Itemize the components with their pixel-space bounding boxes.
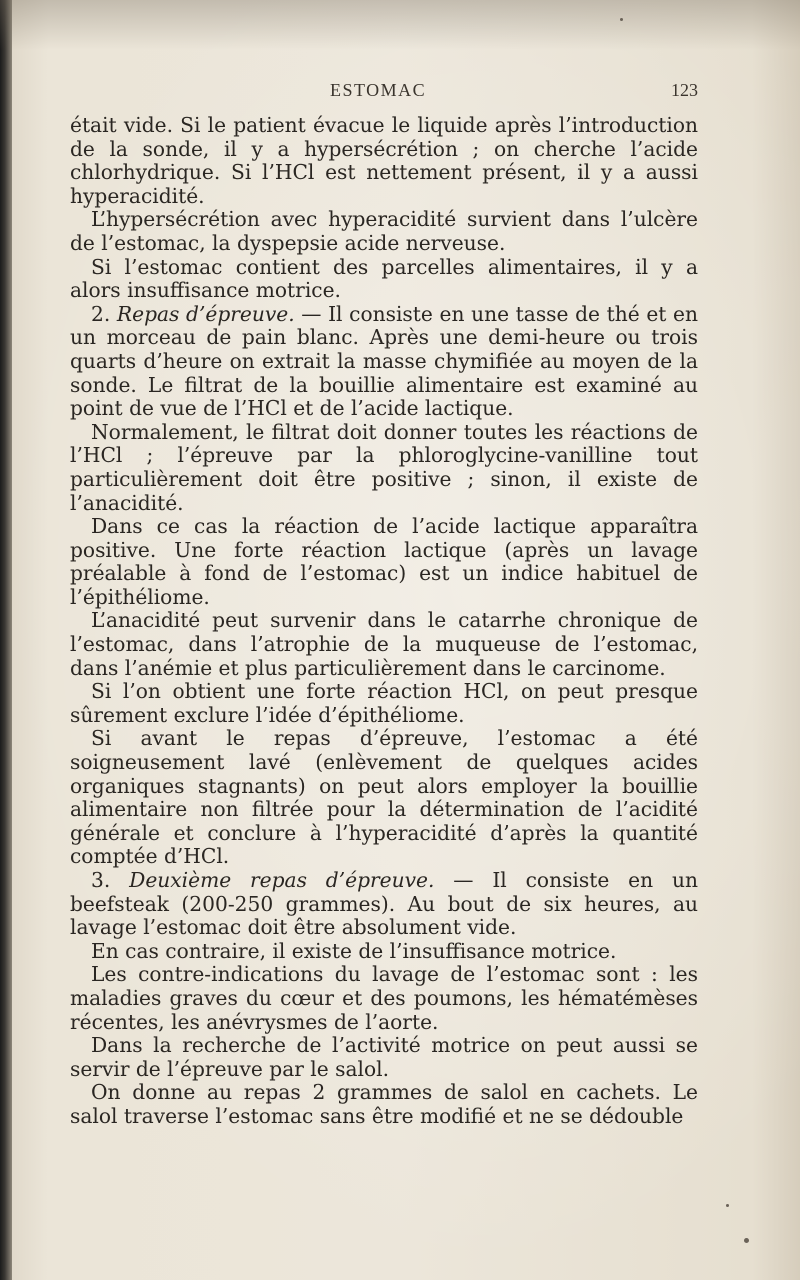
paragraph bbox=[70, 1081, 698, 1128]
paragraph bbox=[70, 940, 698, 964]
running-head bbox=[70, 80, 698, 104]
section-number: 2. bbox=[91, 301, 111, 326]
paragraph-text: — Il consiste en un beefsteak (200-250 grammes). Au bout de six heures, au lavage l’estomac doit être absolument vide. bbox=[70, 868, 698, 940]
paragraph-text: Les contre-indications du lavage de l’estomac sont : les maladies graves du cœur et des poumons, les hématémèses récentes, les anévrysmes de l’aorte. bbox=[70, 962, 698, 1034]
paragraph-text: Si l’on obtient une forte réaction HCl, on peut presque sûrement exclure l’idée d’épithéliome. bbox=[70, 679, 698, 727]
paragraph bbox=[70, 421, 698, 515]
paragraph bbox=[70, 515, 698, 609]
paragraph bbox=[70, 680, 698, 727]
paragraph-text: Normalement, le filtrat doit donner toutes les réactions de l’HCl ; l’épreuve par la phloroglycine-vanilline tout particulièrement doit être positive ; sinon, il existe de l’anacidité. bbox=[70, 419, 698, 515]
paragraph-text: était vide. Si le patient évacue le liquide après l’introduction de la sonde, il y a hypersécrétion ; on cherche l’acide chlorhydrique. Si l’HCl est nettement présent, il y a aussi hyperacidité. bbox=[70, 113, 698, 208]
paragraph-text: — Il consiste en une tasse de thé et en un morceau de pain blanc. Après une demi-heure ou trois quarts d’heure on extrait la masse chymifiée au moyen de la sonde. Le filtrat de la bouillie alimentaire est examiné au point de vue de l’HCl et de l’acide lactique. bbox=[70, 301, 698, 421]
paragraph-text: Si l’estomac contient des parcelles alimentaires, il y a alors insuffisance motrice. bbox=[70, 254, 698, 303]
paragraph bbox=[70, 208, 698, 255]
paragraph-text: En cas contraire, il existe de l’insuffisance motrice. bbox=[91, 938, 617, 963]
paragraph-text: Dans ce cas la réaction de l’acide lactique apparaîtra positive. Une forte réaction lactique (après un lavage préalable à fond de l’estomac) est un indice habituel de l’épithéliome. bbox=[70, 514, 698, 609]
paragraph-text: L’anacidité peut survenir dans le catarrhe chronique de l’estomac, dans l’atrophie de la muqueuse de l’estomac, dans l’anémie et plus particulièrement dans le carcinome. bbox=[70, 608, 698, 680]
paragraph-text: Si avant le repas d’épreuve, l’estomac a été soigneusement lavé (enlèvement de quelques acides organiques stagnants) on peut alors employer la bouillie alimentaire non filtrée pour la détermination de l’acidité générale et conclure à l’hyperacidité d’après la quantité comptée d’HCl. bbox=[70, 726, 698, 869]
book-spine-edge bbox=[0, 0, 12, 1280]
paragraph-text: On donne au repas 2 grammes de salol en cachets. Le salol traverse l’estomac sans être modifié et ne se dédouble bbox=[70, 1080, 698, 1128]
section-paragraph bbox=[70, 869, 698, 940]
paper-speck bbox=[726, 1204, 729, 1207]
section-heading: Repas d’épreuve. bbox=[116, 301, 295, 326]
section-paragraph bbox=[70, 303, 698, 421]
paragraph bbox=[70, 963, 698, 1034]
paragraph bbox=[70, 609, 698, 680]
paragraph-text: Dans la recherche de l’activité motrice on peut aussi se servir de l’épreuve par le salol. bbox=[70, 1033, 698, 1081]
paragraph bbox=[70, 1034, 698, 1081]
running-head-title: ESTOMAC bbox=[330, 80, 427, 100]
paper-speck bbox=[744, 1238, 749, 1243]
paragraph bbox=[70, 114, 698, 208]
paragraph-text: L’hypersécrétion avec hyperacidité survient dans l’ulcère de l’estomac, la dyspepsie acide nerveuse. bbox=[70, 207, 698, 255]
section-heading: Deuxième repas d’épreuve. bbox=[129, 868, 435, 892]
paragraph bbox=[70, 727, 698, 869]
page-top-shadow bbox=[0, 0, 800, 50]
paper-speck bbox=[620, 18, 623, 21]
section-number: 3. bbox=[91, 868, 111, 892]
body-text bbox=[70, 114, 698, 1129]
page-number: 123 bbox=[671, 80, 698, 100]
paragraph bbox=[70, 256, 698, 303]
